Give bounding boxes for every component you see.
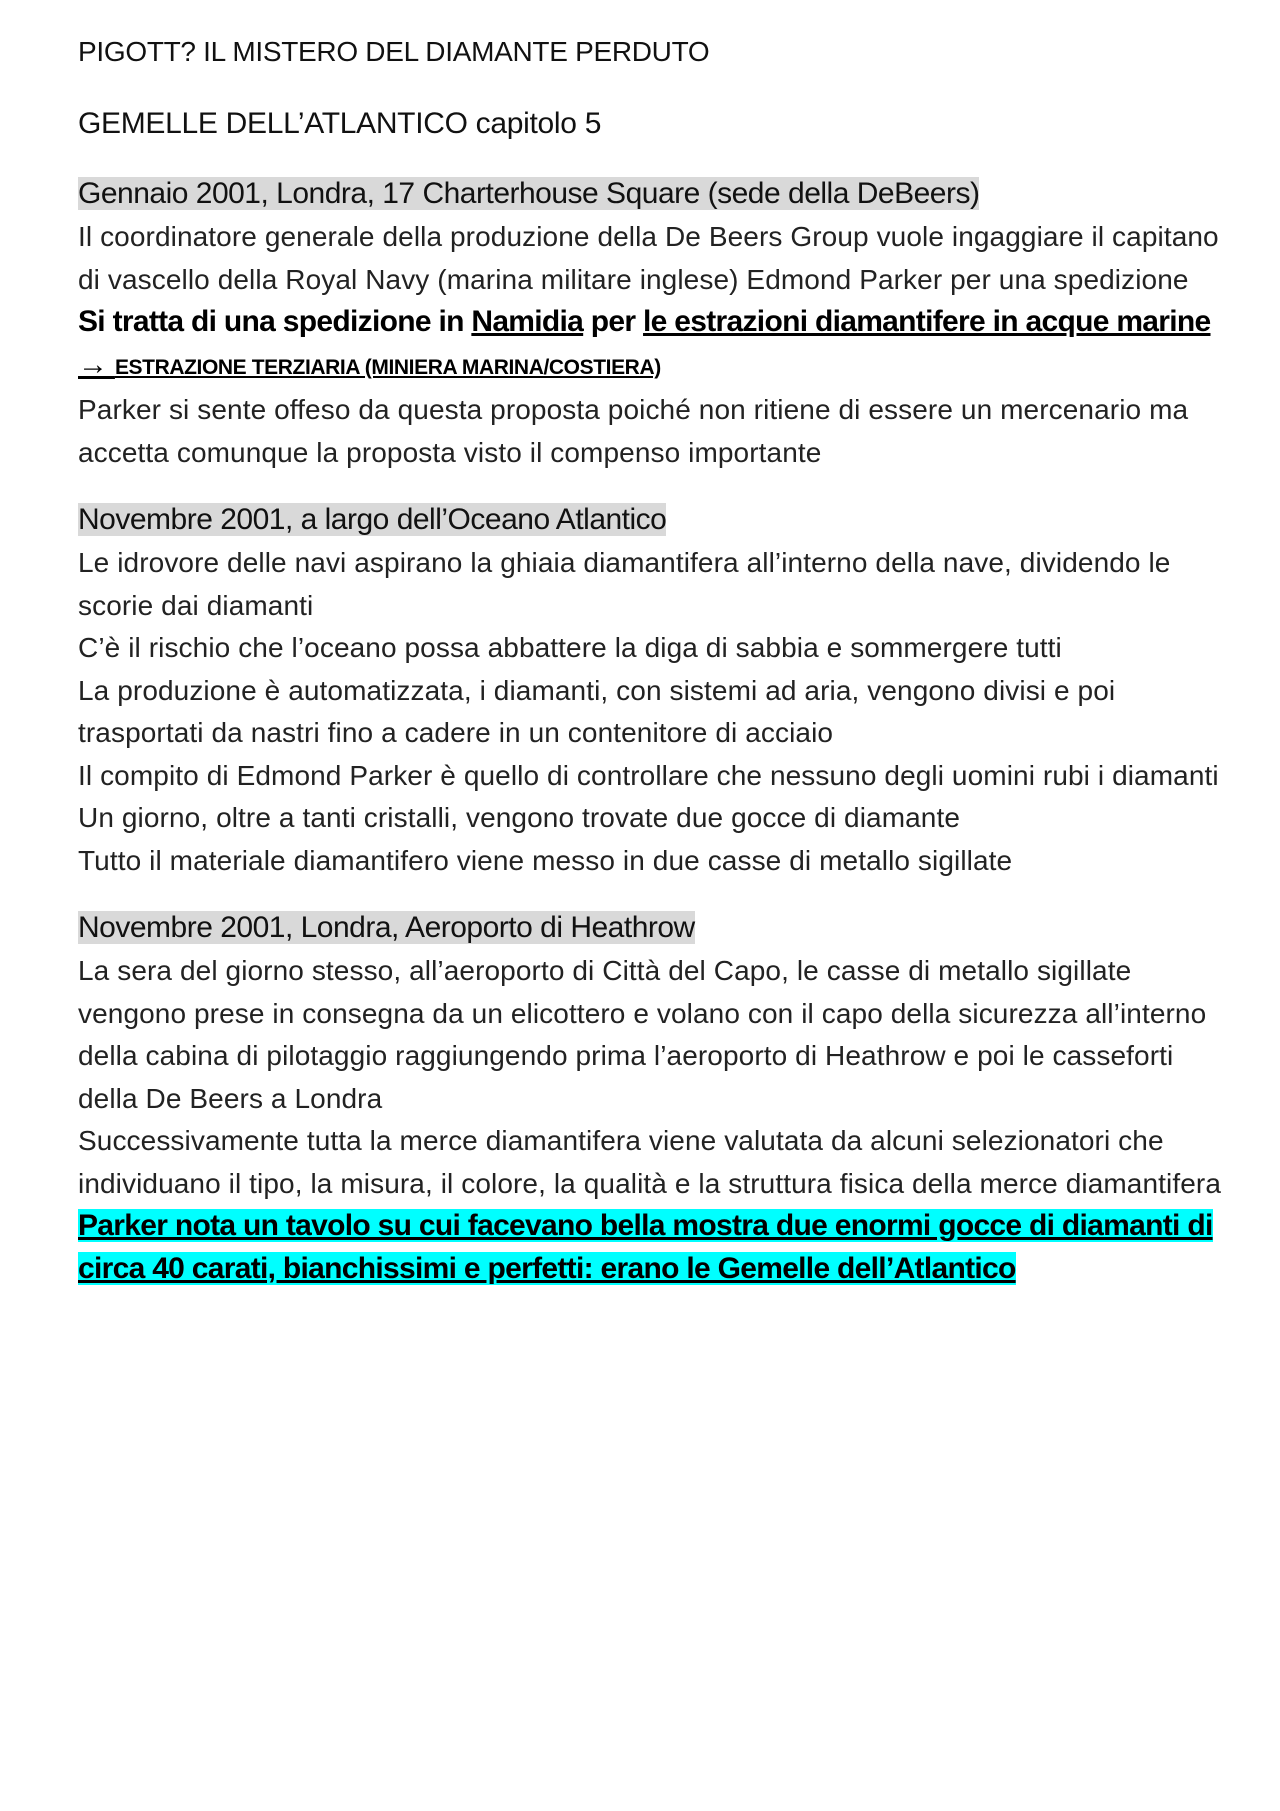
place-name: Namidia xyxy=(471,305,584,338)
document-subtitle: GEMELLE DELL’ATLANTICO capitolo 5 xyxy=(78,107,602,140)
bold-prefix: Si tratta di una spedizione in xyxy=(78,305,472,338)
bold-paragraph xyxy=(78,301,1228,389)
section-heading: Novembre 2001, Londra, Aeroporto di Heathrow xyxy=(78,911,695,944)
highlight-text: Parker nota un tavolo su cui facevano bella mostra due enormi gocce di diamanti di circa 40 carati, bianchissimi e perfetti: erano le Gemelle dell’Atlantico xyxy=(78,1209,1213,1285)
paragraph: La produzione è automatizzata, i diamanti, con sistemi ad aria, vengono divisi e poi trasportati da nastri fino a cadere in un contenitore di acciaio xyxy=(78,674,1116,748)
paragraph: Parker si sente offeso da questa proposta poiché non ritiene di essere un mercenario ma accetta comunque la proposta visto il compenso importante xyxy=(78,394,1189,468)
section-novembre-atlantico xyxy=(78,498,1228,882)
bold-mid: per xyxy=(583,305,644,338)
section-heading: Gennaio 2001, Londra, 17 Charterhouse Square (sede della DeBeers) xyxy=(78,177,980,210)
paragraph: Il compito di Edmond Parker è quello di controllare che nessuno degli uomini rubi i diamanti xyxy=(78,759,1219,791)
section-gennaio-2001 xyxy=(78,172,1228,474)
paragraph: Le idrovore delle navi aspirano la ghiaia diamantifera all’interno della nave, dividendo le scorie dai diamanti xyxy=(78,547,1171,621)
topic-text: le estrazioni diamantifere in acque marine xyxy=(643,305,1211,338)
extraction-note: ESTRAZIONE TERZIARIA (MINIERA MARINA/COSTIERA) xyxy=(114,355,661,379)
document-title: PIGOTT? IL MISTERO DEL DIAMANTE PERDUTO xyxy=(78,36,710,67)
section-heading: Novembre 2001, a largo dell’Oceano Atlantico xyxy=(78,503,667,536)
section-novembre-heathrow xyxy=(78,906,1228,1290)
paragraph: La sera del giorno stesso, all’aeroporto di Città del Capo, le casse di metallo sigillate vengono prese in consegna da un elicottero e volano con il capo della sicurezza all’interno della cabina di pilotaggio raggiungendo prima l’aeroporto di Heathrow e poi le casseforti della De Beers a Londra xyxy=(78,955,1207,1114)
paragraph: C’è il rischio che l’oceano possa abbattere la diga di sabbia e sommergere tutti xyxy=(78,632,1062,663)
paragraph: Successivamente tutta la merce diamantifera viene valutata da alcuni selezionatori che individuano il tipo, la misura, il colore, la qualità e la struttura fisica della merce diamantifera xyxy=(78,1125,1221,1199)
paragraph: Un giorno, oltre a tanti cristalli, vengono trovate due gocce di diamante xyxy=(78,802,961,833)
paragraph: Il coordinatore generale della produzione della De Beers Group vuole ingaggiare il capitano di vascello della Royal Navy (marina militare inglese) Edmond Parker per una spedizione xyxy=(78,221,1219,295)
document-page xyxy=(78,28,1228,1290)
arrow-icon: → xyxy=(78,347,115,381)
paragraph: Tutto il materiale diamantifero viene messo in due casse di metallo sigillate xyxy=(78,844,1013,876)
highlighted-paragraph xyxy=(78,1205,1228,1290)
